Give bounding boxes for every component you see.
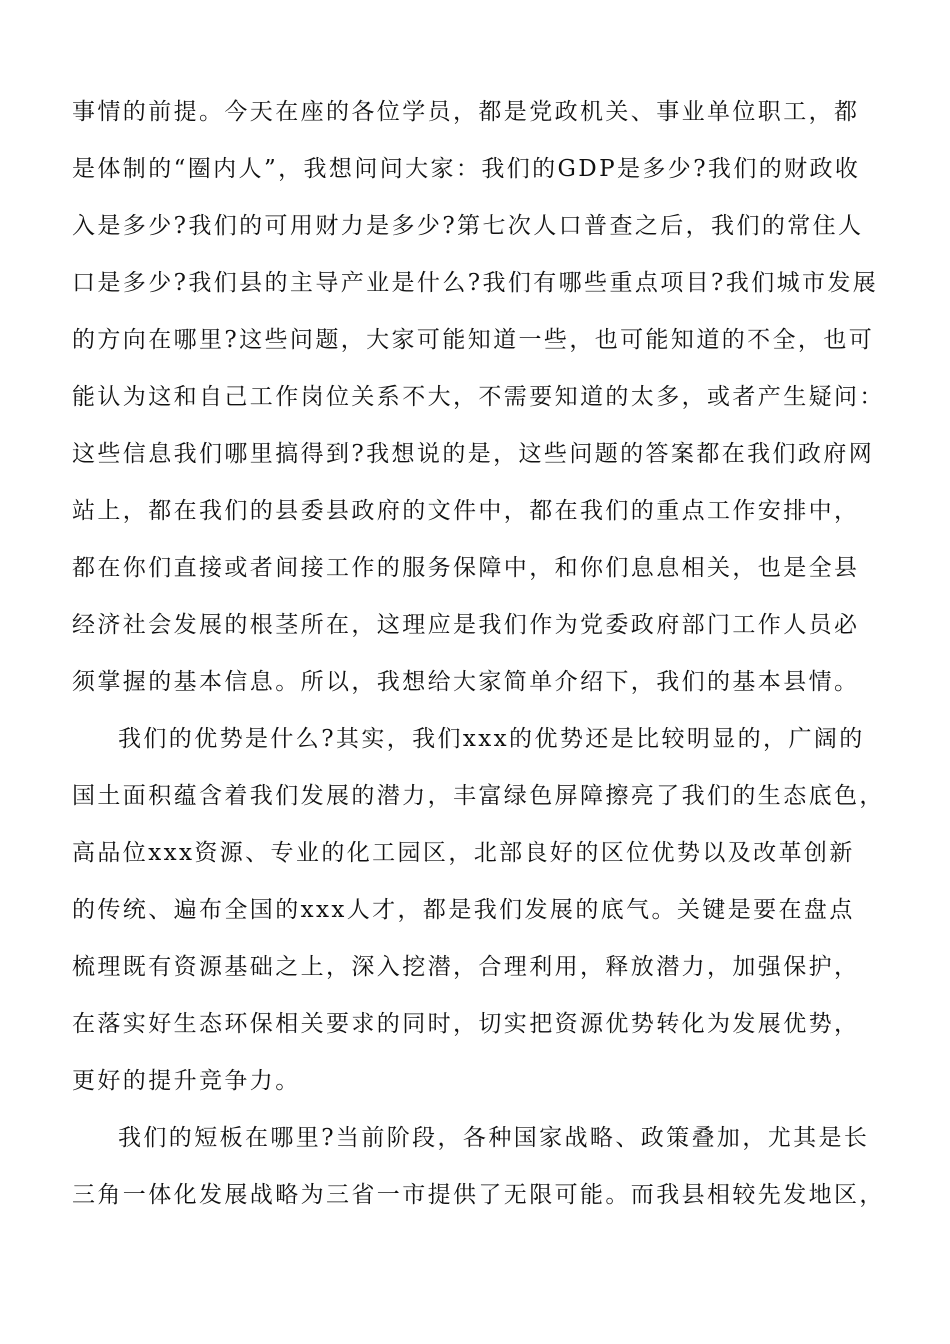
paragraph-first-line: 我们的短板在哪里?当前阶段，各种国家战略、政策叠加，尤其是长 (118, 1125, 870, 1151)
paragraph-first-line: 我们的优势是什么?其实，我们xxx的优势还是比较明显的，广阔的 (118, 726, 865, 752)
text-line: 在落实好生态环保相关要求的同时，切实把资源优势转化为发展优势， (72, 1011, 860, 1037)
text-line: 高品位xxx资源、专业的化工园区，北部良好的区位优势以及改革创新 (72, 840, 855, 866)
text-line: 经济社会发展的根茎所在，这理应是我们作为党委政府部门工作人员必 (72, 612, 860, 638)
text-line: 站上，都在我们的县委县政府的文件中，都在我们的重点工作安排中， (72, 498, 860, 524)
text-line: 国土面积蕴含着我们发展的潜力，丰富绿色屏障擦亮了我们的生态底色， (72, 783, 885, 809)
text-line: 的传统、遍布全国的xxx人才，都是我们发展的底气。关键是要在盘点 (72, 897, 855, 923)
text-line: 入是多少?我们的可用财力是多少?第七次人口普查之后，我们的常住人 (72, 213, 864, 239)
text-line: 是体制的“圈内人”，我想问问大家：我们的GDP是多少?我们的财政收 (72, 156, 861, 182)
text-line: 更好的提升竞争力。 (72, 1068, 301, 1094)
text-line: 事情的前提。今天在座的各位学员，都是党政机关、事业单位职工，都 (72, 99, 860, 125)
text-line: 都在你们直接或者间接工作的服务保障中，和你们息息相关，也是全县 (72, 555, 860, 581)
text-line: 梳理既有资源基础之上，深入挖潜，合理利用，释放潜力，加强保护， (72, 954, 860, 980)
text-line: 的方向在哪里?这些问题，大家可能知道一些，也可能知道的不全，也可 (72, 327, 875, 353)
text-line: 口是多少?我们县的主导产业是什么?我们有哪些重点项目?我们城市发展 (72, 270, 879, 296)
text-line: 三角一体化发展战略为三省一市提供了无限可能。而我县相较先发地区， (72, 1182, 885, 1208)
text-line: 须掌握的基本信息。所以，我想给大家简单介绍下，我们的基本县情。 (72, 669, 860, 695)
text-line: 这些信息我们哪里搞得到?我想说的是，这些问题的答案都在我们政府网 (72, 441, 875, 467)
text-line: 能认为这和自己工作岗位关系不大，不需要知道的太多，或者产生疑问： (72, 384, 885, 410)
